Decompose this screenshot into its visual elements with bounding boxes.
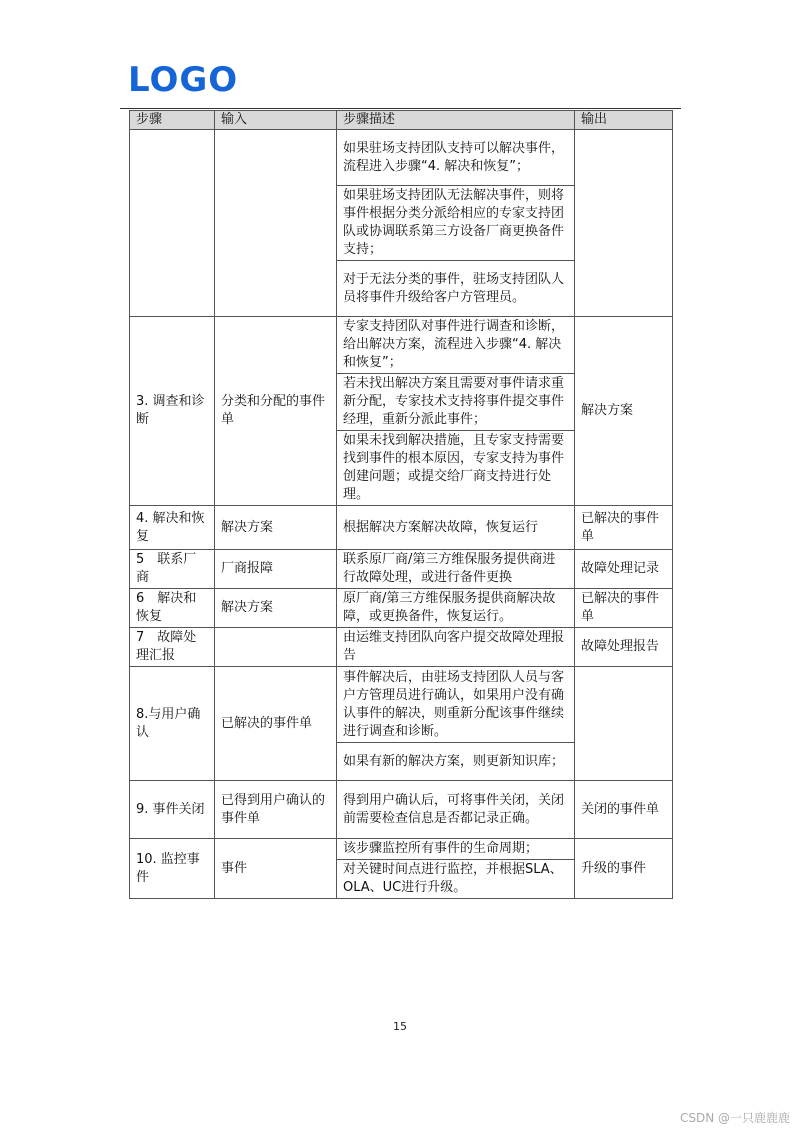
table-header-row	[130, 111, 673, 130]
input-cell	[215, 628, 337, 667]
logo: LOGO	[128, 60, 239, 100]
desc-cell: 如果有新的解决方案，则更新知识库；	[337, 743, 575, 781]
table-row	[130, 317, 673, 374]
page-number: 15	[393, 1020, 407, 1033]
step-cell: 8.与用户确认	[130, 667, 215, 781]
step-cell: 6 解决和恢复	[130, 589, 215, 628]
step-cell: 9. 事件关闭	[130, 781, 215, 839]
desc-cell: 联系原厂商/第三方维保服务提供商进行故障处理，或进行备件更换	[337, 550, 575, 589]
table-row	[130, 628, 673, 667]
desc-cell: 该步骤监控所有事件的生命周期；	[337, 839, 575, 860]
header-desc: 步骤描述	[337, 111, 575, 130]
input-cell: 厂商报障	[215, 550, 337, 589]
desc-cell: 如果驻场支持团队支持可以解决事件，流程进入步骤“4. 解决和恢复”；	[337, 130, 575, 186]
desc-cell: 如果未找到解决措施，且专家支持需要找到事件的根本原因，专家支持为事件创建问题；或提交给厂商支持进行处理。	[337, 431, 575, 506]
step-cell: 10. 监控事件	[130, 839, 215, 899]
input-cell: 解决方案	[215, 589, 337, 628]
input-cell: 已解决的事件单	[215, 667, 337, 781]
step-cell: 4. 解决和恢复	[130, 506, 215, 550]
step-cell: 7 故障处理汇报	[130, 628, 215, 667]
desc-cell: 若未找出解决方案且需要对事件请求重新分配，专家技术支持将事件提交事件经理，重新分派此事件；	[337, 374, 575, 431]
table-row	[130, 781, 673, 839]
desc-cell: 如果驻场支持团队无法解决事件，则将事件根据分类分派给相应的专家支持团队或协调联系第三方设备厂商更换备件支持；	[337, 186, 575, 261]
table-row	[130, 667, 673, 743]
process-table	[129, 110, 673, 899]
step-cell: 5 联系厂商	[130, 550, 215, 589]
table-row	[130, 130, 673, 186]
table-row	[130, 550, 673, 589]
desc-cell: 由运维支持团队向客户提交故障处理报告	[337, 628, 575, 667]
output-cell: 已解决的事件单	[575, 589, 673, 628]
output-cell: 升级的事件	[575, 839, 673, 899]
watermark: CSDN @一只鹿鹿鹿	[679, 1111, 790, 1125]
output-cell	[575, 667, 673, 781]
output-cell: 关闭的事件单	[575, 781, 673, 839]
input-cell	[215, 130, 337, 317]
step-cell: 3. 调查和诊断	[130, 317, 215, 506]
output-cell: 解决方案	[575, 317, 673, 506]
output-cell: 已解决的事件单	[575, 506, 673, 550]
output-cell	[575, 130, 673, 317]
table-row	[130, 839, 673, 860]
desc-cell: 得到用户确认后，可将事件关闭，关闭前需要检查信息是否都记录正确。	[337, 781, 575, 839]
table-row	[130, 506, 673, 550]
input-cell: 分类和分配的事件单	[215, 317, 337, 506]
step-cell	[130, 130, 215, 317]
header-rule	[120, 108, 681, 109]
header-output: 输出	[575, 111, 673, 130]
desc-cell: 专家支持团队对事件进行调查和诊断，给出解决方案，流程进入步骤“4. 解决和恢复”；	[337, 317, 575, 374]
desc-cell: 对于无法分类的事件，驻场支持团队人员将事件升级给客户方管理员。	[337, 261, 575, 317]
input-cell: 解决方案	[215, 506, 337, 550]
header-step: 步骤	[130, 111, 215, 130]
desc-cell: 对关键时间点进行监控，并根据SLA、OLA、UC进行升级。	[337, 860, 575, 899]
output-cell: 故障处理报告	[575, 628, 673, 667]
input-cell: 事件	[215, 839, 337, 899]
desc-cell: 事件解决后，由驻场支持团队人员与客户方管理员进行确认，如果用户没有确认事件的解决，则重新分配该事件继续进行调查和诊断。	[337, 667, 575, 743]
output-cell: 故障处理记录	[575, 550, 673, 589]
table-row	[130, 589, 673, 628]
desc-cell: 根据解决方案解决故障，恢复运行	[337, 506, 575, 550]
input-cell: 已得到用户确认的事件单	[215, 781, 337, 839]
header-input: 输入	[215, 111, 337, 130]
desc-cell: 原厂商/第三方维保服务提供商解决故障，或更换备件，恢复运行。	[337, 589, 575, 628]
